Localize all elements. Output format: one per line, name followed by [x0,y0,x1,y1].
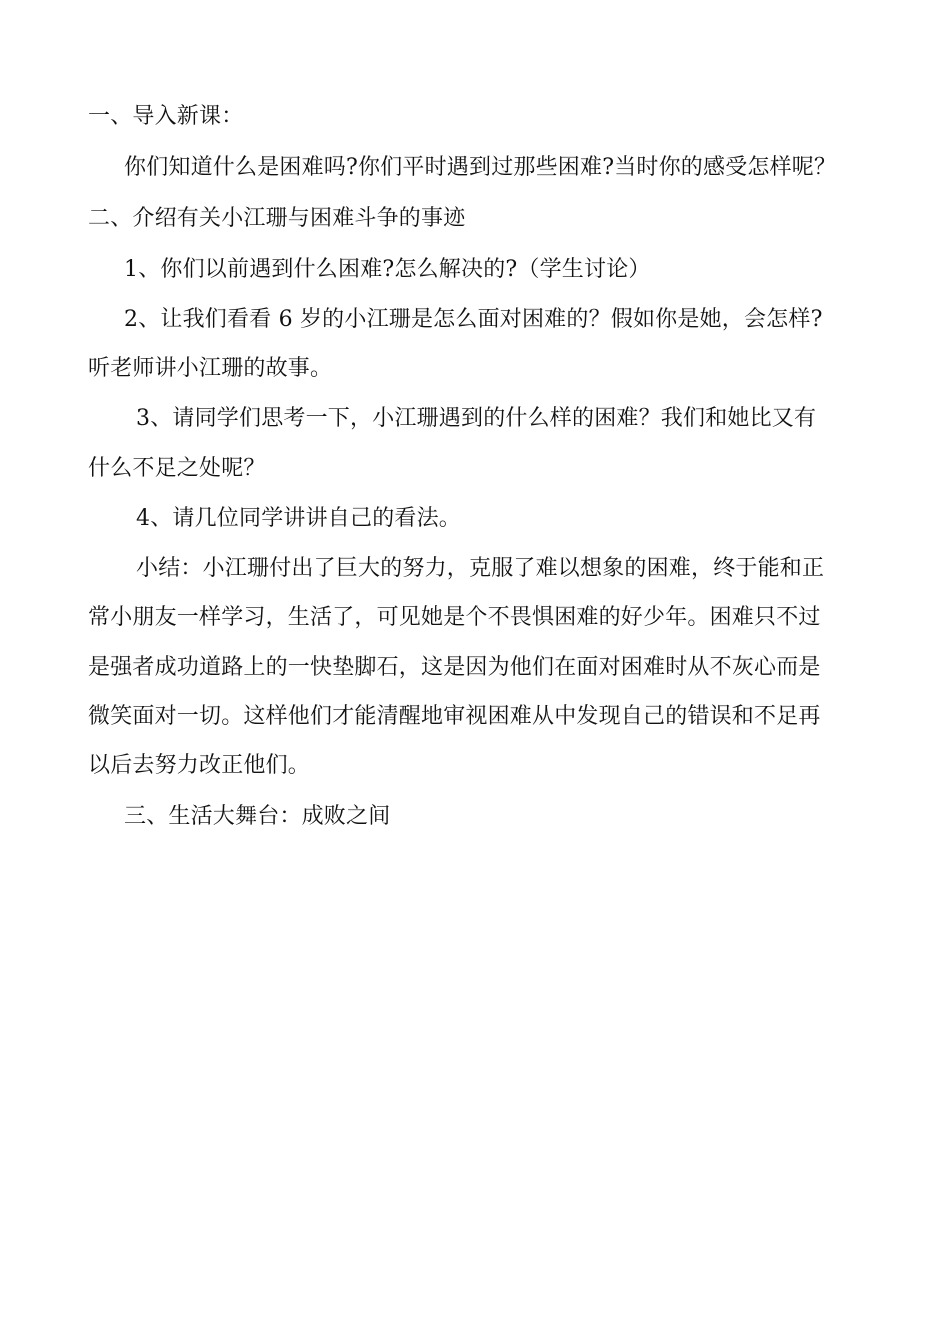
summary-line-2: 常小朋友一样学习，生活了，可见她是个不畏惧困难的好少年。困难只不过 [88,605,821,630]
item-2-line-1: 2、让我们看看 6 岁的小江珊是怎么面对困难的？假如你是她，会怎样? [124,307,823,332]
section-heading-3: 三、生活大舞台：成败之间 [124,804,391,829]
section-heading-1: 一、导入新课： [88,104,244,129]
item-4: 4、请几位同学讲讲自己的看法。 [136,506,461,531]
summary-line-3: 是强者成功道路上的一快垫脚石，这是因为他们在面对困难时从不灰心而是 [88,655,821,680]
item-1: 1、你们以前遇到什么困难?怎么解决的?（学生讨论） [124,257,651,282]
item-3-line-1: 3、请同学们思考一下，小江珊遇到的什么样的困难？我们和她比又有 [136,406,817,431]
item-2-line-2: 听老师讲小江珊的故事。 [88,356,333,381]
summary-line-1: 小结：小江珊付出了巨大的努力，克服了难以想象的困难，终于能和正 [136,556,825,581]
section-heading-2: 二、介绍有关小江珊与困难斗争的事迹 [88,206,466,231]
item-3-line-2: 什么不足之处呢？ [88,456,266,481]
intro-question: 你们知道什么是困难吗?你们平时遇到过那些困难?当时你的感受怎样呢？ [124,155,837,180]
summary-line-5: 以后去努力改正他们。 [88,753,311,778]
summary-line-4: 微笑面对一切。这样他们才能清醒地审视困难从中发现自己的错误和不足再 [88,704,821,729]
